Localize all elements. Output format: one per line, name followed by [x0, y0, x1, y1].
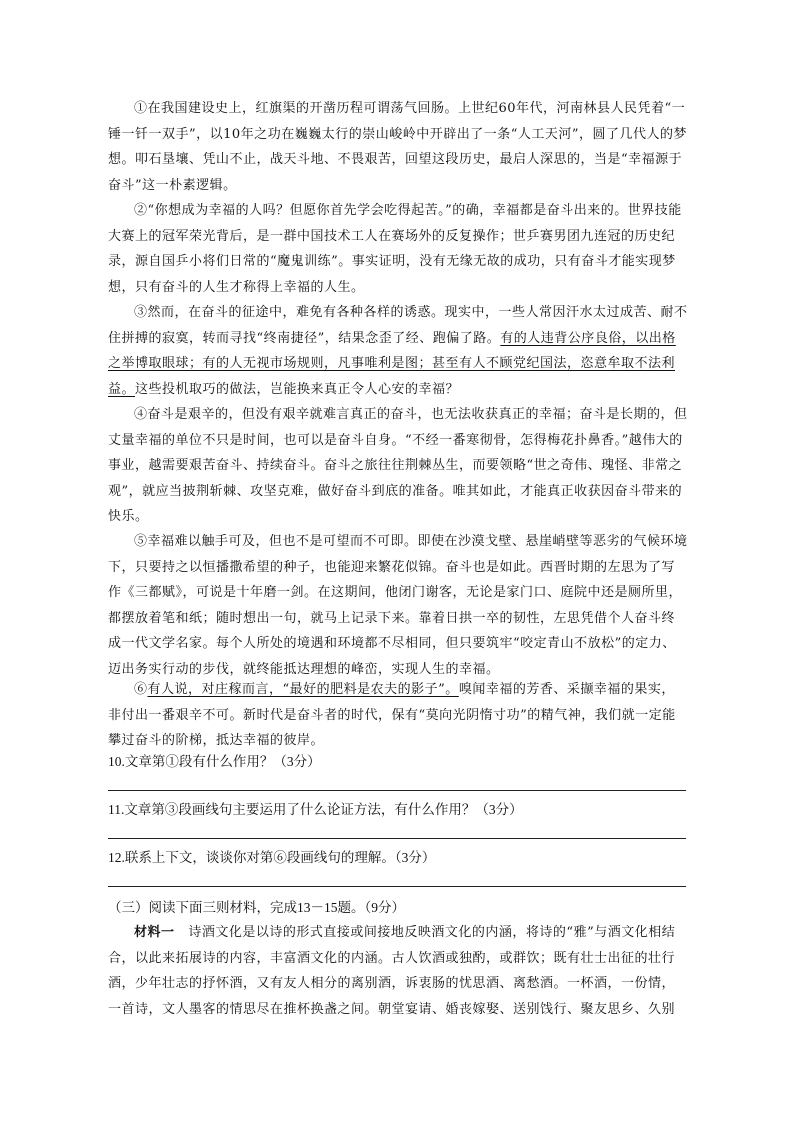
paragraph-1: ①在我国建设史上，红旗渠的开凿历程可谓荡气回肠。上世纪60年代，河南林县人民凭着“一锤一钎一双手”，以10年之功在巍巍太行的崇山峻岭中开辟出了一条“人工天河”，圆了几代人的梦想。叩石垦壤、凭山不止，战天斗地、不畏艰苦，回望这段历史，最启人深思的，当是“幸福源于奋斗”这一朴素逻辑。	[108, 101, 687, 193]
paragraph-3-conclusion: 这些投机取巧的做法，岂能换来真正令人心安的幸福？	[135, 381, 460, 397]
answer-line-11[interactable]	[108, 838, 686, 839]
question-10: 10.文章第①段有什么作用？（3分）	[108, 754, 321, 769]
material-1-text: 诗酒文化是以诗的形式直接或间接地反映酒文化的内涵，将诗的“雅”与酒文化相结合，以此来拓展诗的内容，丰富酒文化的内涵。古人饮酒或独酌，或群饮；既有壮士出征的壮行酒，少年壮志的抒怀酒，又有友人相分的离别酒，诉衷肠的忧思酒、离愁酒。一杯酒，一份情，一首诗，文人墨客的情思尽在推杯换盏之间。朝堂宴请、婚丧嫁娶、送别饯行、聚友思乡、久别	[108, 925, 676, 1017]
paragraph-3-underlined-sentence: 有的人违背公序良俗，以出格之举博取眼球；有的人无视市场规则，凡事唯利是图；甚至有人不顾党纪国法，恣意牟取不法利益。	[108, 330, 676, 397]
paragraph-4: ④奋斗是艰辛的，但没有艰辛就难言真正的奋斗，也无法收获真正的幸福；奋斗是长期的，但丈量幸福的单位不只是时间，也可以是奋斗自身。“不经一番寒彻骨，怎得梅花扑鼻香。”越伟大的事业，越需要艰苦奋斗、持续奋斗。奋斗之旅往往荆棘丛生，而要领略“世之奇伟、瑰怪、非常之观”，就应当披荆斩棘、攻坚克难，做好奋斗到底的准备。唯其如此，才能真正收获因奋斗带来的快乐。	[108, 407, 688, 524]
paragraph-2: ②“你想成为幸福的人吗？但愿你首先学会吃得起苦。”的确，幸福都是奋斗出来的。世界技能大赛上的冠军荣光背后，是一群中国技术工人在赛场外的反复操作；世乒赛男团九连冠的历史纪录，源自国乒小将们日常的“魔鬼训练”。事实证明，没有无缘无故的成功，只有奋斗才能实现梦想，只有奋斗的人生才称得上幸福的人生。	[108, 203, 682, 295]
section-3-heading: （三）阅读下面三则材料，完成13－15题。（9分）	[108, 900, 405, 915]
paragraph-6	[108, 677, 688, 754]
question-12: 12.联系上下文，谈谈你对第⑥段画线句的理解。（3分）	[108, 850, 436, 865]
paragraph-5: ⑤幸福难以触手可及，但也不是可望而不可即。即使在沙漠戈壁、悬崖峭壁等恶劣的气候环境下，只要持之以恒播撒希望的种子，也能迎来繁花似锦。奋斗也是如此。西晋时期的左思为了写作《三都赋》，可说是十年磨一剑。在这期间，他闭门谢客，无论是家门口、庭院中还是厕所里，都摆放着笔和纸；随时想出一句，就马上记录下来。靠着日拱一卒的韧性，左思凭借个人奋斗终成一代文学名家。每个人所处的境遇和环境都不尽相同，但只要筑牢“咬定青山不放松”的定力、迈出务实行动的步伐，就终能抵达理想的峰峦，实现人生的幸福。	[108, 534, 688, 677]
paragraph-6-rest: 嗅闻幸福的芳香、采撷幸福的果实，非付出一番艰辛不可。新时代是奋斗者的时代，保有“莫向光阴惰寸功”的精气神，我们就一定能攀过奋斗的阶梯，抵达幸福的彼岸。	[108, 682, 676, 748]
paragraph-6-underlined-sentence: 有人说，对庄稼而言，“最好的肥料是农夫的影子”。	[147, 682, 459, 697]
answer-line-12[interactable]	[108, 886, 686, 887]
paragraph-3-intro: ③然而，在奋斗的征途中，难免有各种各样的诱惑。现实中，一些人常因汗水太过成苦、耐不住拼搏的寂寞，转而寻找“终南捷径”，结果念歪了经、跑偏了路。	[108, 305, 688, 346]
question-11: 11.文章第③段画线句主要运用了什么论证方法，有什么作用？（3分）	[108, 802, 523, 817]
material-1-label: 材料一	[134, 925, 175, 940]
paragraph-6-number: ⑥	[134, 682, 148, 697]
material-1	[108, 920, 688, 1022]
answer-line-10[interactable]	[108, 790, 686, 791]
paragraph-3	[108, 300, 688, 402]
